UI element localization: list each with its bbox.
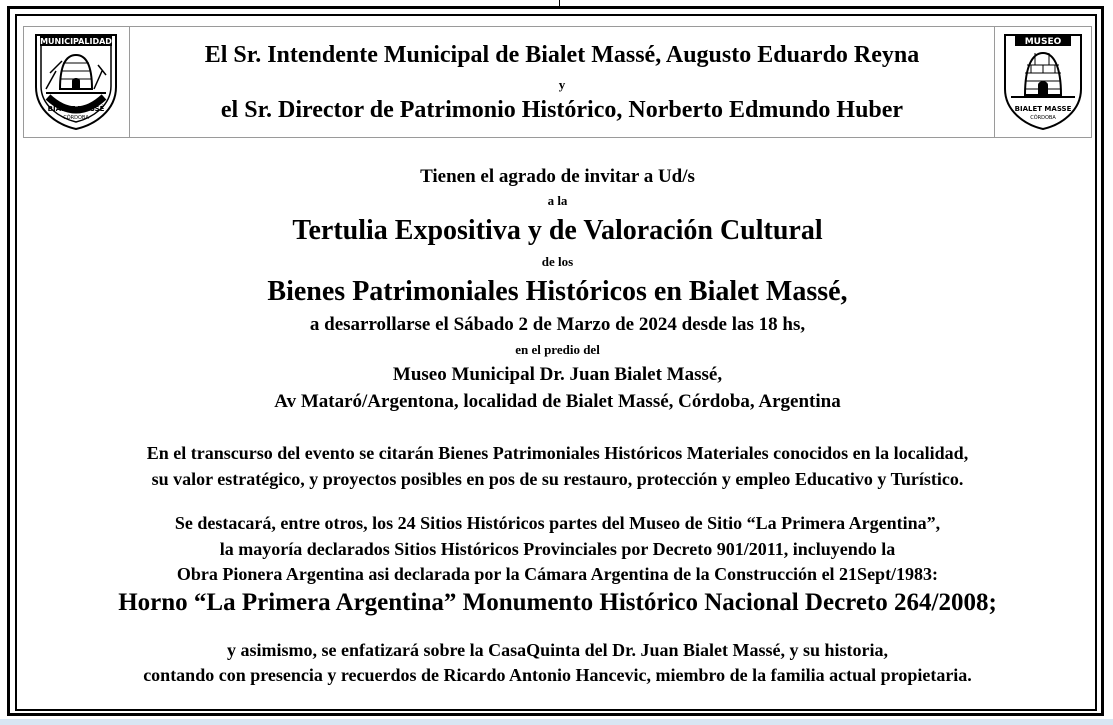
paragraph-2-line-1: Se destacará, entre otros, los 24 Sitios Históricos partes del Museo de Sitio “La Primera Argentina”, — [174, 513, 941, 533]
crest-sub-label: CÓRDOBA — [63, 115, 89, 121]
invitation-a-la: a la — [547, 193, 568, 208]
paragraph-1-line-2: su valor estratégico, y proyectos posibles en pos de su restauro, protección y empleo Educativo y Turístico. — [151, 469, 964, 489]
header-line-director: el Sr. Director de Patrimonio Histórico, Norberto Edmundo Huber — [220, 97, 904, 123]
monument-highlight: Horno “La Primera Argentina” Monumento Histórico Nacional Decreto 264/2008; — [118, 589, 997, 616]
event-date-line: a desarrollarse el Sábado 2 de Marzo de 2024 desde las 18 hs, — [309, 314, 806, 335]
museum-top-label: MUSEO — [1024, 37, 1062, 47]
paragraph-3-line-2: contando con presencia y recuerdos de Ricardo Antonio Hancevic, miembro de la familia actual propietaria. — [143, 665, 972, 685]
paragraph-2-line-2: la mayoría declarados Sitios Históricos Provinciales por Decreto 901/2011, incluyendo la — [219, 539, 896, 559]
header-connector: y — [558, 77, 566, 92]
invitation-intro: Tienen el agrado de invitar a Ud/s — [420, 166, 695, 187]
header-title — [130, 27, 994, 137]
paragraph-2-line-3: Obra Pionera Argentina asi declarada por la Cámara Argentina de la Construcción el 21Sept/1983: — [176, 564, 939, 584]
venue-intro: en el predio del — [515, 342, 600, 357]
header-line-mayor: El Sr. Intendente Municipal de Bialet Massé, Augusto Eduardo Reyna — [204, 42, 920, 68]
event-title: Tertulia Expositiva y de Valoración Cultural — [292, 215, 823, 246]
crest-bottom-label: BIALET MASSÉ — [47, 105, 105, 113]
paragraph-1-line-1: En el transcurso del evento se citarán Bienes Patrimoniales Históricos Materiales conocidos en la localidad, — [146, 443, 969, 463]
venue-name: Museo Municipal Dr. Juan Bialet Massé, — [392, 364, 723, 385]
paragraph-3-line-1: y asimismo, se enfatizará sobre la CasaQuinta del Dr. Juan Bialet Massé, y su historia, — [226, 640, 888, 660]
crest-top-label: MUNICIPALIDAD — [40, 37, 112, 46]
header-table — [23, 26, 1092, 138]
invitation-de-los: de los — [541, 254, 574, 269]
museum-bottom-label: BIALET MASSE — [1014, 105, 1072, 113]
event-subject: Bienes Patrimoniales Históricos en Bialet Massé, — [267, 276, 848, 307]
museum-logo-cell — [994, 27, 1091, 137]
municipality-crest-icon — [32, 31, 120, 131]
museum-crest-icon — [1001, 31, 1085, 131]
municipal-logo-cell — [24, 27, 130, 137]
bottom-strip — [0, 719, 1113, 725]
museum-sub-label: CÓRDOBA — [1030, 115, 1056, 121]
venue-address: Av Mataró/Argentona, localidad de Bialet Massé, Córdoba, Argentina — [274, 391, 841, 412]
